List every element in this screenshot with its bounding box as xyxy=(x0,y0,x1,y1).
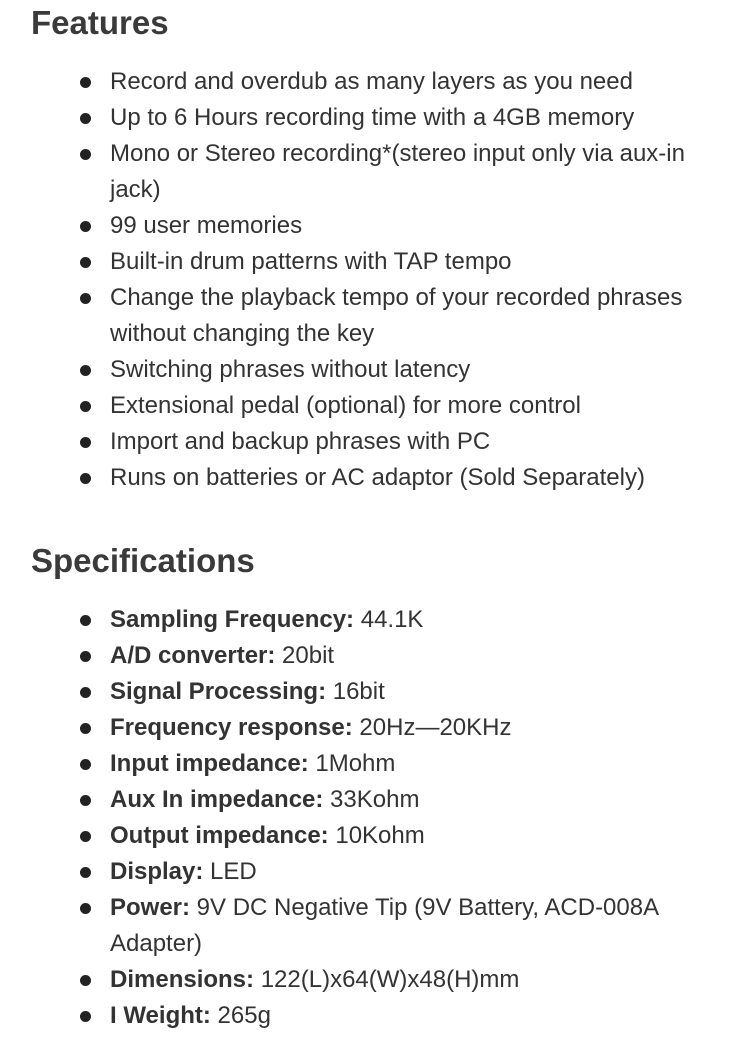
spec-item-dimensions xyxy=(0,962,750,998)
spec-item-weight xyxy=(0,998,750,1034)
spec-item-sampling-frequency xyxy=(0,602,750,638)
features-heading: Features xyxy=(31,4,169,41)
spec-label: Output impedance: xyxy=(110,822,329,849)
feature-item: Runs on batteries or AC adaptor (Sold Separately) xyxy=(0,460,750,496)
spec-item-aux-in-impedance xyxy=(0,782,750,818)
spec-label: Sampling Frequency: xyxy=(110,606,355,633)
spec-label: Aux In impedance: xyxy=(110,786,324,813)
feature-item: Mono or Stereo recording*(stereo input only via aux-in jack) xyxy=(0,136,750,208)
spec-value: 20bit xyxy=(275,642,335,669)
spec-item-output-impedance xyxy=(0,818,750,854)
specifications-heading: Specifications xyxy=(31,542,255,579)
spec-value: 122(L)x64(W)x48(H)mm xyxy=(254,966,520,993)
feature-item: Record and overdub as many layers as you need xyxy=(0,64,750,100)
spec-value: LED xyxy=(203,858,257,885)
feature-item: 99 user memories xyxy=(0,208,750,244)
feature-item: Switching phrases without latency xyxy=(0,352,750,388)
specifications-list xyxy=(0,602,750,1034)
feature-item: Up to 6 Hours recording time with a 4GB memory xyxy=(0,100,750,136)
feature-item: Import and backup phrases with PC xyxy=(0,424,750,460)
spec-label: Power: xyxy=(110,894,191,921)
spec-value: 44.1K xyxy=(354,606,424,633)
spec-item-power xyxy=(0,890,750,962)
feature-item: Extensional pedal (optional) for more control xyxy=(0,388,750,424)
feature-item: Change the playback tempo of your recorded phrases without changing the key xyxy=(0,280,750,352)
spec-label: A/D converter: xyxy=(110,642,276,669)
spec-value: 33Kohm xyxy=(323,786,420,813)
spec-value: 16bit xyxy=(326,678,385,705)
spec-label: Input impedance: xyxy=(110,750,309,777)
spec-value: 1Mohm xyxy=(308,750,396,777)
spec-item-ad-converter xyxy=(0,638,750,674)
spec-item-signal-processing xyxy=(0,674,750,710)
spec-label: Dimensions: xyxy=(110,966,255,993)
spec-item-display xyxy=(0,854,750,890)
features-list xyxy=(0,64,750,496)
spec-value: 10Kohm xyxy=(328,822,425,849)
spec-label: Signal Processing: xyxy=(110,678,327,705)
spec-label: Display: xyxy=(110,858,204,885)
spec-value: 20Hz—20KHz xyxy=(352,714,512,741)
spec-item-frequency-response xyxy=(0,710,750,746)
spec-label: I Weight: xyxy=(110,1002,211,1029)
spec-value: 265g xyxy=(210,1002,271,1029)
spec-label: Frequency response: xyxy=(110,714,353,741)
spec-item-input-impedance xyxy=(0,746,750,782)
feature-item: Built-in drum patterns with TAP tempo xyxy=(0,244,750,280)
spec-value: 9V DC Negative Tip (9V Battery, ACD-008A Adapter) xyxy=(110,894,658,957)
